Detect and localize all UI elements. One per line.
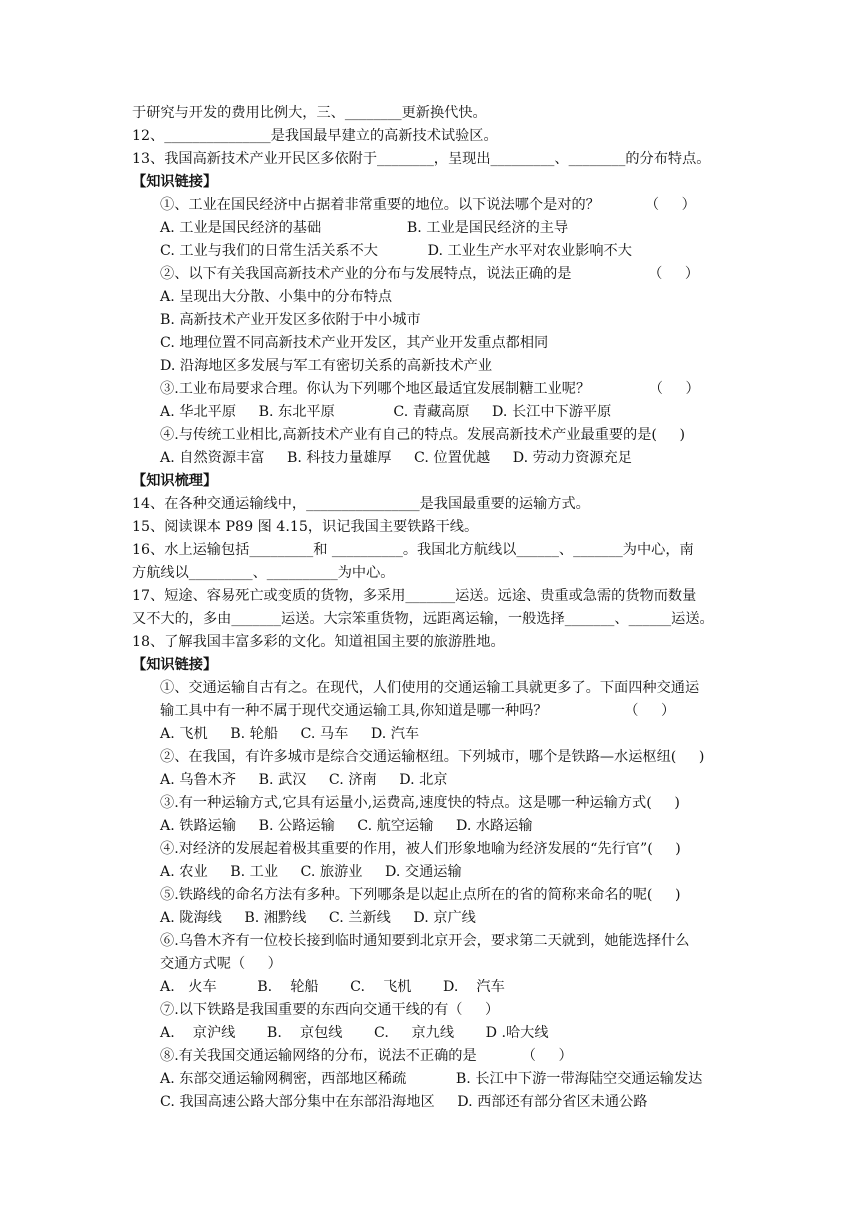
mc-question: ④.与传统工业相比,高新技术产业有自己的特点。发展高新技术产业最重要的是( ) [160, 427, 686, 443]
mc-options: A. 火车 B. 轮船 C. 飞机 D. 汽车 [160, 979, 505, 995]
mc-options: A. 铁路运输 B. 公路运输 C. 航空运输 D. 水路运输 [160, 818, 533, 834]
question-18: 18、了解我国丰富多彩的文化。知道祖国主要的旅游胜地。 [132, 634, 505, 650]
question-16-continued: 方航线以_________、__________为中心。 [132, 565, 395, 581]
mc-question-continued: 输工具中有一种不属于现代交通运输工具,你知道是哪一种吗？ （ ） [160, 703, 676, 719]
mc-question-continued: 交通方式呢（ ） [160, 956, 282, 972]
mc-options: A. 东部交通运输网稠密，西部地区稀疏 B. 长江中下游一带海陆空交通运输发达 [160, 1071, 703, 1087]
question-16: 16、水上运输包括_________和 __________。我国北方航线以______、_______为中心，南 [132, 542, 694, 558]
question-14: 14、在各种交通运输线中，________________是我国最重要的运输方式。 [132, 496, 590, 512]
mc-options: A. 京沪线 B. 京包线 C. 京九线 D .哈大线 [160, 1025, 549, 1041]
section-heading: 【知识链接】 [132, 174, 218, 190]
mc-question: ①、交通运输自古有之。在现代，人们使用的交通运输工具就更多了。下面四种交通运 [160, 680, 700, 696]
mc-option: C. 地理位置不同高新技术产业开发区，其产业开发重点都相同 [160, 335, 549, 351]
mc-options: C. 我国高速公路大部分集中在东部沿海地区 D. 西部还有部分省区未通公路 [160, 1094, 648, 1110]
mc-question: ①、工业在国民经济中占据着非常重要的地位。以下说法哪个是对的？ （ ） [160, 197, 696, 213]
mc-options: A. 农业 B. 工业 C. 旅游业 D. 交通运输 [160, 864, 462, 880]
mc-question: ②、在我国，有许多城市是综合交通运输枢纽。下列城市，哪个是铁路—水运枢纽( ) [160, 749, 705, 765]
mc-question: ⑧.有关我国交通运输网络的分布，说法不正确的是 （ ） [160, 1048, 573, 1064]
mc-question: ⑥.乌鲁木齐有一位校长接到临时通知要到北京开会，要求第二天就到，她能选择什么 [160, 933, 690, 949]
mc-question: ④.对经济的发展起着极其重要的作用，被人们形象地喻为经济发展的“先行官”( ) [160, 841, 681, 857]
question-17-continued: 又不大的，多由_______运送。大宗笨重货物，远距离运输，一般选择_______、______运送。 [132, 611, 714, 627]
section-heading: 【知识链接】 [132, 657, 218, 673]
mc-options: A. 自然资源丰富 B. 科技力量雄厚 C. 位置优越 D. 劳动力资源充足 [160, 450, 632, 466]
mc-options: A. 华北平原 B. 东北平原 C. 青藏高原 D. 长江中下游平原 [160, 404, 612, 420]
mc-question: ③.有一种运输方式,它具有运量小,运费高,速度快的特点。这是哪一种运输方式( ) [160, 795, 680, 811]
mc-option: B. 高新技术产业开发区多依附于中小城市 [160, 312, 421, 328]
mc-question: ②、以下有关我国高新技术产业的分布与发展特点，说法正确的是 （ ） [160, 266, 700, 282]
question-13: 13、我国高新技术产业开民区多依附于________，呈现出_________、________的分布特点。 [132, 151, 711, 167]
mc-options: A. 飞机 B. 轮船 C. 马车 D. 汽车 [160, 726, 420, 742]
section-heading: 【知识梳理】 [132, 473, 218, 489]
mc-option: A. 呈现出大分散、小集中的分布特点 [160, 289, 393, 305]
mc-options: C. 工业与我们的日常生活关系不大 D. 工业生产水平对农业影响不大 [160, 243, 632, 259]
text-line: 于研究与开发的费用比例大，三、________更新换代快。 [132, 105, 487, 121]
mc-option: D. 沿海地区多发展与军工有密切关系的高新技术产业 [160, 358, 493, 374]
question-12: 12、_______________是我国最早建立的高新技术试验区。 [132, 128, 498, 144]
mc-options: A. 陇海线 B. 湘黔线 C. 兰新线 D. 京广线 [160, 910, 476, 926]
mc-options: A. 乌鲁木齐 B. 武汉 C. 济南 D. 北京 [160, 772, 448, 788]
question-15: 15、阅读课本 P89 图 4.15，识记我国主要铁路干线。 [132, 519, 479, 535]
mc-question: ③.工业布局要求合理。你认为下列哪个地区最适宜发展制糖工业呢？ （ ） [160, 381, 700, 397]
mc-question: ⑦.以下铁路是我国重要的东西向交通干线的有（ ） [160, 1002, 500, 1018]
mc-question: ⑤.铁路线的命名方法有多种。下列哪条是以起止点所在的省的简称来命名的呢( ) [160, 887, 681, 903]
mc-options: A. 工业是国民经济的基础 B. 工业是国民经济的主导 [160, 220, 569, 236]
question-17: 17、短途、容易死亡或变质的货物，多采用_______运送。远途、贵重或急需的货物而数量 [132, 588, 697, 604]
